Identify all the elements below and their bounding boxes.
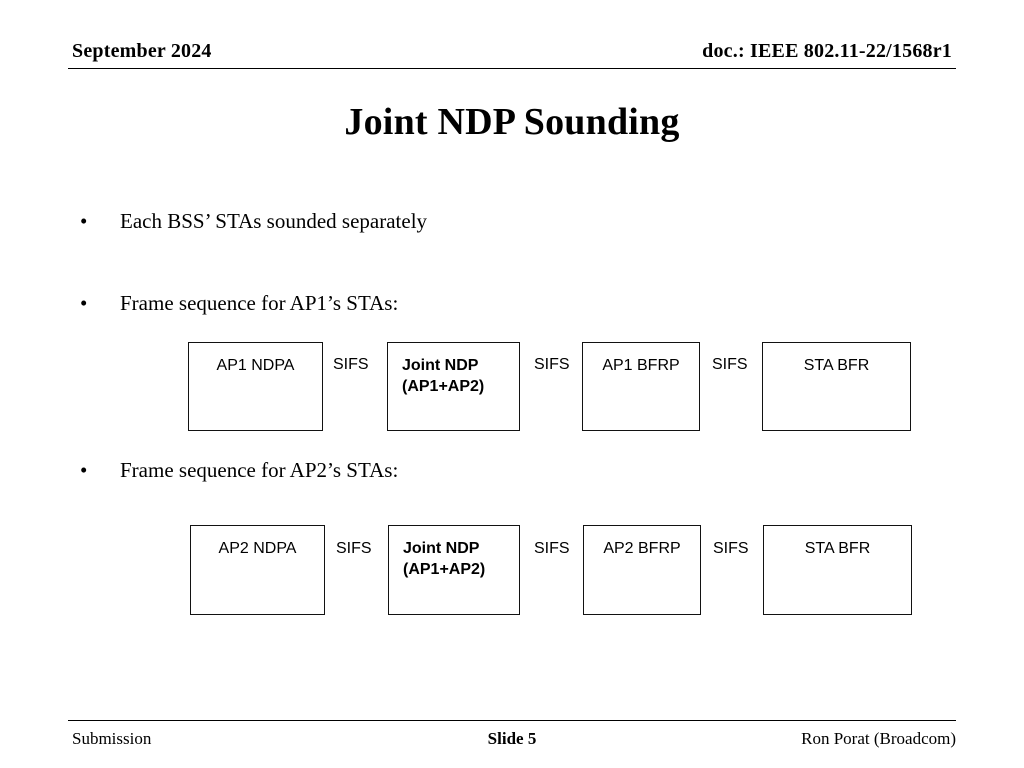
header-divider <box>68 68 956 69</box>
footer-author: Ron Porat (Broadcom) <box>801 729 956 748</box>
frame-box-ap1-bfrp <box>582 342 700 431</box>
sifs-gap-label-4: SIFS <box>336 540 372 557</box>
sifs-gap-label-1: SIFS <box>333 356 369 373</box>
page-title: Joint NDP Sounding <box>344 101 680 143</box>
sifs-gap-label-3: SIFS <box>712 356 748 373</box>
frame-box-label: AP1 NDPA <box>216 357 295 374</box>
bullet-marker-icon: • <box>80 291 88 315</box>
frame-box-ap2-bfrp <box>583 525 701 615</box>
sifs-gap-label-5: SIFS <box>534 540 570 557</box>
bullet-item-1 <box>80 207 940 235</box>
frame-box-joint-ndp-2 <box>388 525 520 615</box>
bullet-marker-icon: • <box>80 458 88 482</box>
frame-box-label: STA BFR <box>804 540 871 557</box>
frame-box-ap1-ndpa <box>188 342 323 431</box>
frame-box-label-line1: Joint NDP <box>403 540 480 557</box>
footer-divider <box>68 720 956 721</box>
frame-box-label-line1: Joint NDP <box>402 357 479 374</box>
frame-box-joint-ndp-1 <box>387 342 520 431</box>
frame-box-sta-bfr-1 <box>762 342 911 431</box>
bullet-text-3: Frame sequence for AP2’s STAs: <box>120 458 399 482</box>
bullet-marker-icon: • <box>80 209 88 233</box>
bullet-text-1: Each BSS’ STAs sounded separately <box>120 209 428 233</box>
frame-box-label: AP2 BFRP <box>603 540 681 557</box>
frame-box-label-line2: (AP1+AP2) <box>403 561 486 578</box>
frame-box-label-line2: (AP1+AP2) <box>402 378 485 395</box>
frame-box-label: STA BFR <box>803 357 870 374</box>
frame-box-label: AP1 BFRP <box>602 357 680 374</box>
sifs-gap-label-2: SIFS <box>534 356 570 373</box>
footer-slide-number: Slide 5 <box>487 729 537 748</box>
frame-box-label: AP2 NDPA <box>218 540 297 557</box>
frame-box-sta-bfr-2 <box>763 525 912 615</box>
bullet-text-2: Frame sequence for AP1’s STAs: <box>120 291 399 315</box>
header-date: September 2024 <box>72 40 212 62</box>
bullet-item-2 <box>80 289 940 317</box>
footer-submission-label: Submission <box>72 729 152 748</box>
header-document-number: doc.: IEEE 802.11-22/1568r1 <box>702 40 952 62</box>
bullet-item-3 <box>80 456 940 484</box>
frame-box-ap2-ndpa <box>190 525 325 615</box>
sifs-gap-label-6: SIFS <box>713 540 749 557</box>
